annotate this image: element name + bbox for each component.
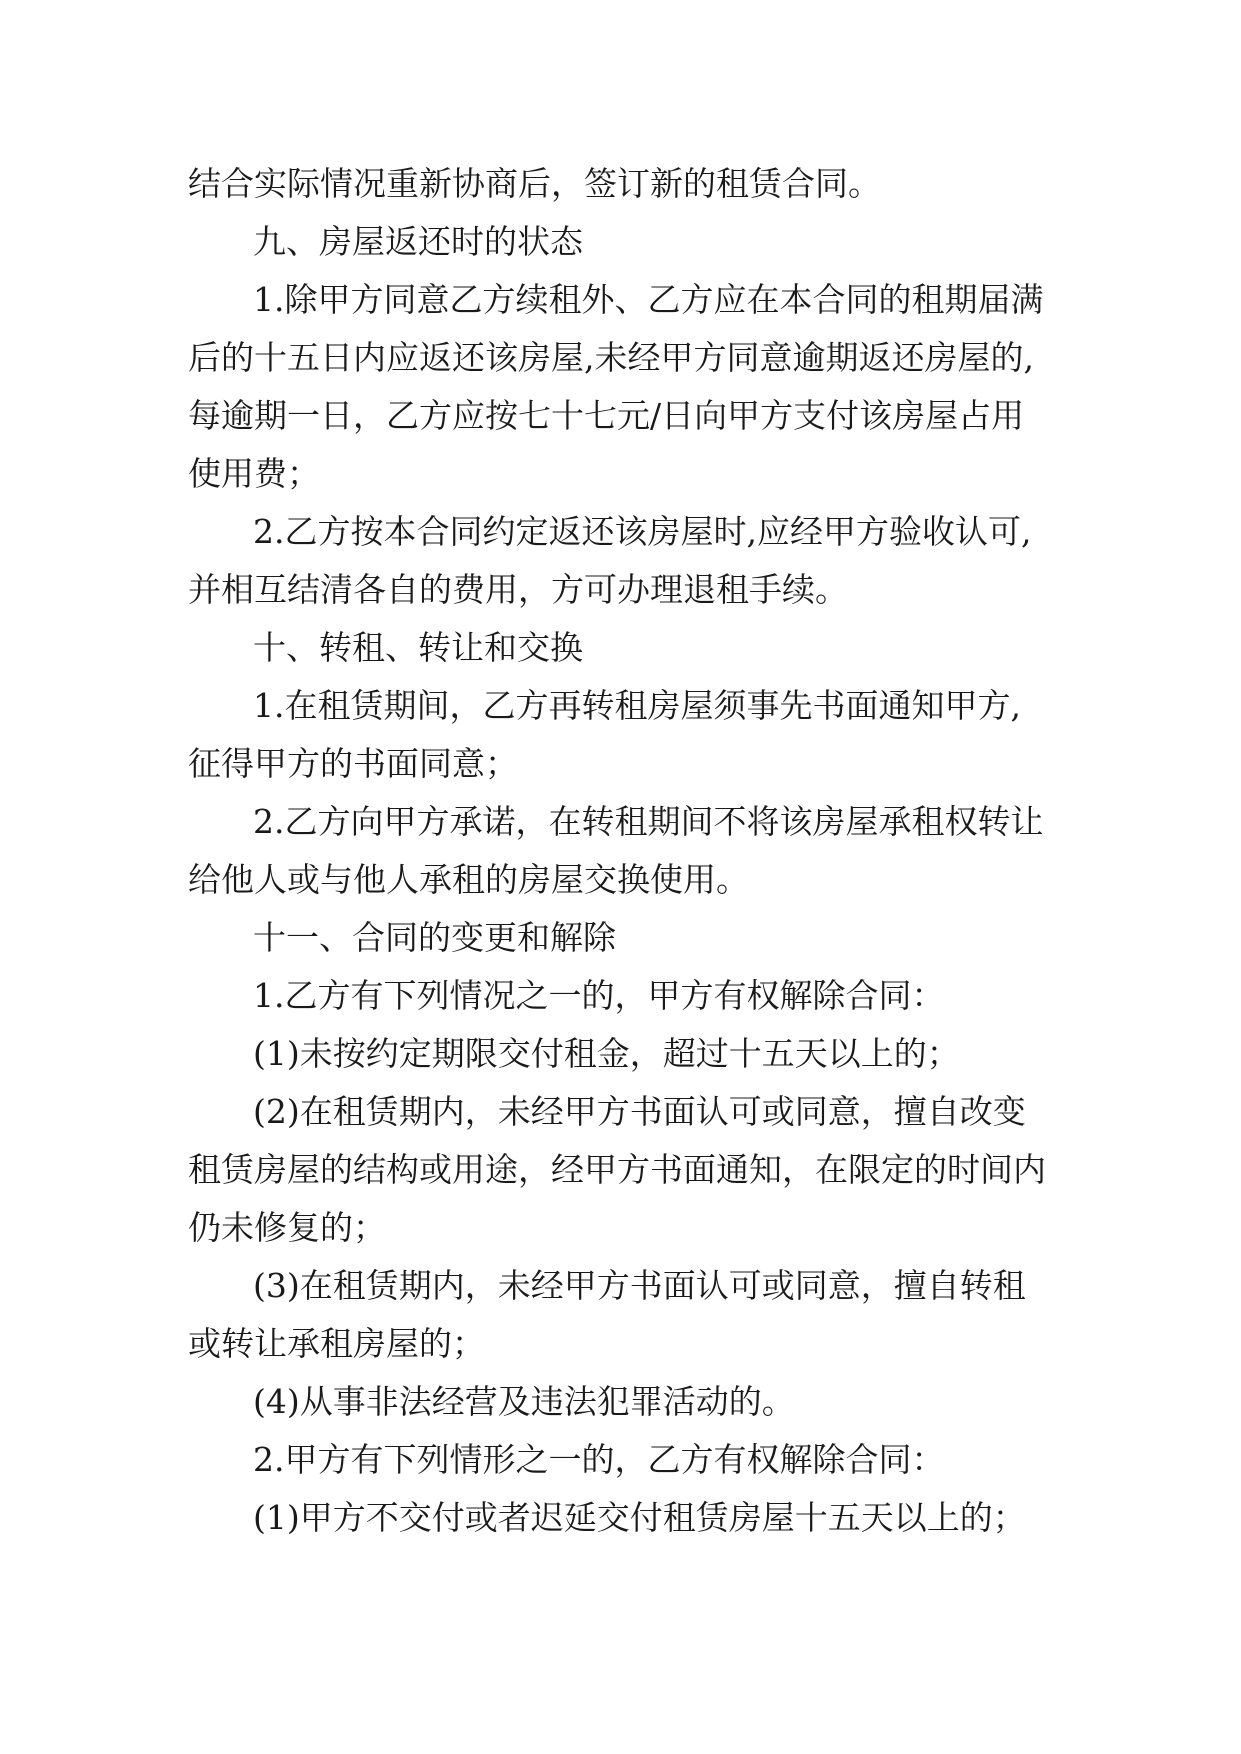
paragraph-line: 或转让承租房屋的； bbox=[188, 1324, 485, 1363]
paragraph-line: 结合实际情况重新协商后，签订新的租赁合同。 bbox=[188, 164, 881, 203]
paragraph-line: (1)甲方不交付或者迟延交付租赁房屋十五天以上的； bbox=[253, 1498, 1026, 1537]
paragraph-line: 并相互结清各自的费用，方可办理退租手续。 bbox=[188, 570, 848, 609]
paragraph-line: 2.乙方按本合同约定返还该房屋时,应经甲方验收认可, bbox=[253, 512, 1032, 551]
section-heading: 九、房屋返还时的状态 bbox=[253, 222, 583, 261]
section-heading: 十、转租、转让和交换 bbox=[253, 628, 583, 667]
paragraph-line: 1.乙方有下列情况之一的，甲方有权解除合同： bbox=[253, 976, 945, 1015]
paragraph-line: 使用费； bbox=[188, 454, 320, 493]
paragraph-line: (3)在租赁期内，未经甲方书面认可或同意，擅自转租 bbox=[253, 1266, 1026, 1305]
paragraph-line: (1)未按约定期限交付租金，超过十五天以上的； bbox=[253, 1034, 960, 1073]
paragraph-line: 租赁房屋的结构或用途，经甲方书面通知，在限定的时间内 bbox=[188, 1150, 1046, 1189]
paragraph-line: 后的十五日内应返还该房屋,未经甲方同意逾期返还房屋的, bbox=[188, 338, 1034, 377]
paragraph-line: (2)在租赁期内，未经甲方书面认可或同意，擅自改变 bbox=[253, 1092, 1026, 1131]
paragraph-line: 每逾期一日，乙方应按七十七元/日向甲方支付该房屋占用 bbox=[188, 396, 1025, 435]
paragraph-line: 2.甲方有下列情形之一的，乙方有权解除合同： bbox=[253, 1440, 945, 1479]
paragraph-line: 仍未修复的； bbox=[188, 1208, 386, 1247]
paragraph-line: 给他人或与他人承租的房屋交换使用。 bbox=[188, 860, 749, 899]
paragraph-line: 1.除甲方同意乙方续租外、乙方应在本合同的租期届满 bbox=[253, 280, 1044, 319]
paragraph-line: (4)从事非法经营及违法犯罪活动的。 bbox=[253, 1382, 795, 1421]
section-heading: 十一、合同的变更和解除 bbox=[253, 918, 616, 957]
paragraph-line: 2.乙方向甲方承诺，在转租期间不将该房屋承租权转让 bbox=[253, 802, 1044, 841]
paragraph-line: 征得甲方的书面同意； bbox=[188, 744, 518, 783]
paragraph-line: 1.在租赁期间，乙方再转租房屋须事先书面通知甲方, bbox=[253, 686, 1021, 725]
